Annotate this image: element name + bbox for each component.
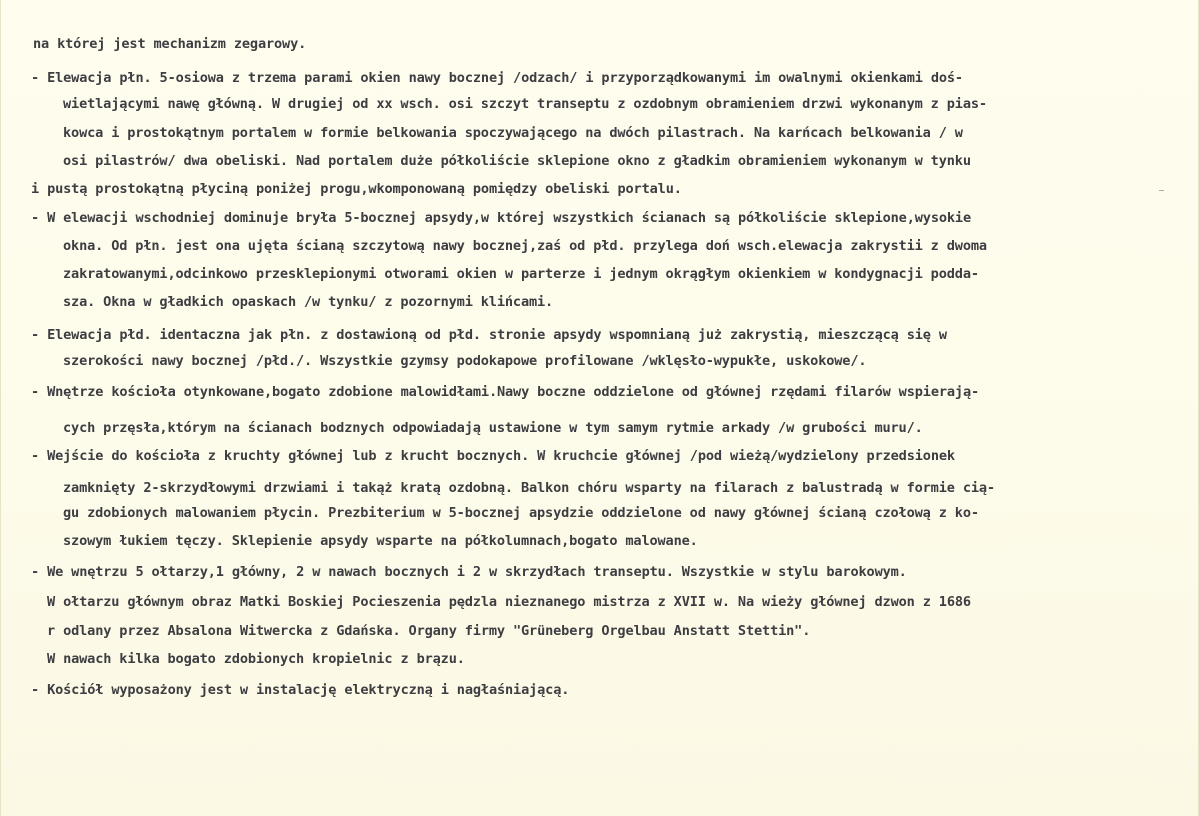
- text-line: i pustą prostokątną płyciną poniżej progu,wkomponowaną pomiędzy obeliski portalu.: [31, 181, 682, 197]
- text-line: - Wejście do kościoła z kruchty głównej lub z krucht bocznych. W kruchcie głównej /pod wieżą/wydzielony przedsionek: [31, 448, 955, 464]
- text-line: W ołtarzu głównym obraz Matki Boskiej Pocieszenia pędzla nieznanego mistrza z XVII w. Na wieży głównej dzwon z 1686: [47, 594, 971, 610]
- text-line: - Wnętrze kościoła otynkowane,bogato zdobione malowidłami.Nawy boczne oddzielone od głównej rzędami filarów wspierają-: [31, 384, 980, 400]
- text-line: - W elewacji wschodniej dominuje bryła 5-bocznej apsydy,w której wszystkich ścianach są półkoliście sklepione,wysokie: [31, 210, 971, 226]
- text-line: cych przęsła,którym na ścianach bodznych odpowiadają ustawione w tym samym rytmie arkady /w grubości muru/.: [63, 420, 923, 436]
- text-line: - Elewacja płd. identaczna jak płn. z dostawioną od płd. stronie apsydy wspomnianą już zakrystią, mieszczącą się w: [31, 327, 947, 343]
- text-line: W nawach kilka bogato zdobionych kropielnic z brązu.: [47, 651, 465, 667]
- text-line: szowym łukiem tęczy. Sklepienie apsydy wsparte na półkolumnach,bogato malowane.: [63, 533, 698, 549]
- margin-mark: [1159, 190, 1164, 191]
- text-line: - Elewacja płn. 5-osiowa z trzema parami okien nawy bocznej /odzach/ i przyporządkowanymi im owalnymi okienkami doś-: [31, 70, 963, 86]
- text-line: zamknięty 2-skrzydłowymi drzwiami i takąż kratą ozdobną. Balkon chóru wsparty na filarach z balustradą w formie cią-: [63, 480, 995, 496]
- text-line: zakratowanymi,odcinkowo przesklepionymi otworami okien w parterze i jednym okrągłym okienkiem w kondygnacji podda-: [63, 266, 979, 282]
- text-line: osi pilastrów/ dwa obeliski. Nad portalem duże półkoliście sklepione okno z gładkim obramieniem wykonanym w tynku: [63, 153, 971, 169]
- text-line: gu zdobionych malowaniem płycin. Prezbiterium w 5-bocznej apsydzie oddzielone od nawy głównej ścianą czołową z ko-: [63, 505, 979, 521]
- text-line: r odlany przez Absalona Witwercka z Gdańska. Organy firmy "Grüneberg Orgelbau Anstatt Stettin".: [47, 623, 811, 639]
- text-line: okna. Od płn. jest ona ujęta ścianą szczytową nawy bocznej,zaś od płd. przylega doń wsch.elewacja zakrystii z dwoma: [63, 238, 987, 254]
- text-line: wietlającymi nawę główną. W drugiej od xx wsch. osi szczyt transeptu z ozdobnym obramieniem drzwi wykonanym z pias-: [63, 96, 987, 112]
- text-line: - Kościół wyposażony jest w instalację elektryczną i nagłaśniającą.: [31, 682, 570, 698]
- text-line: - We wnętrzu 5 ołtarzy,1 główny, 2 w nawach bocznych i 2 w skrzydłach transeptu. Wszystkie w stylu barokowym.: [31, 564, 907, 580]
- text-line: na której jest mechanizm zegarowy.: [33, 36, 307, 52]
- text-line: sza. Okna w gładkich opaskach /w tynku/ z pozornymi klińcami.: [63, 294, 554, 310]
- text-line: kowca i prostokątnym portalem w formie belkowania spoczywającego na dwóch pilastrach. Na karńcach belkowania / w: [63, 125, 963, 141]
- text-line: szerokości nawy bocznej /płd./. Wszystkie gzymsy podokapowe profilowane /wklęsło-wypukłe, uskokowe/.: [63, 353, 867, 369]
